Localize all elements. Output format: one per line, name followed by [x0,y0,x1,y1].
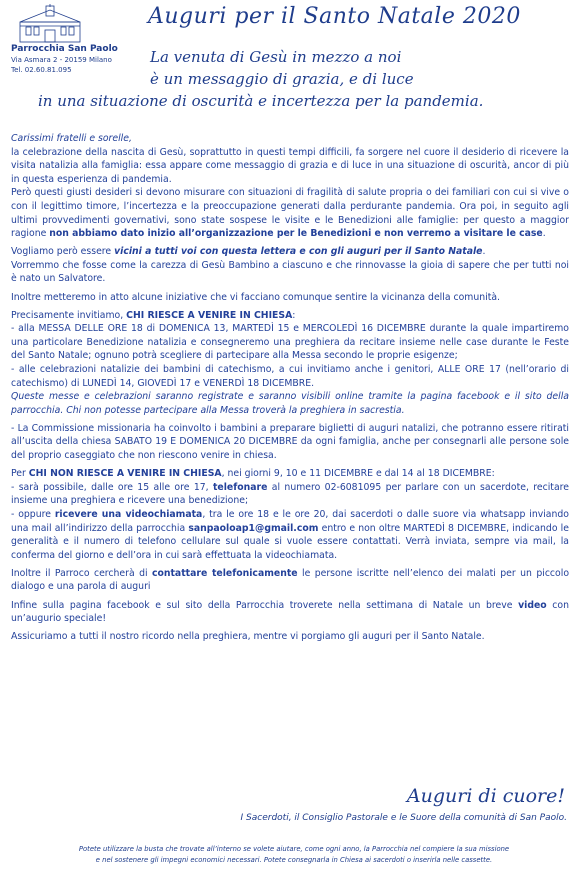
paragraph-intro: la celebrazione della nascita di Gesù, soprattutto in questi tempi difficili, fa sorgere nel cuore il desiderio di ricevere la visita natalizia alla famiglia: essa appare come messaggio di grazia e di luce in una situazione di oscurità, ancor di più in questa esperienza di pandemia. [11,146,569,185]
p8-phone-bold: telefonare [212,481,268,493]
parish-address: Via Asmara 2 - 20159 Milano [11,56,112,64]
p2-bold: non abbiamo dato inizio all’organizzazione per le Benedizioni e non verremo a visitare le case [49,228,543,240]
subtitle-line-2: è un messaggio di grazia, e di luce [150,70,414,88]
letter-body [11,132,569,648]
paragraph-closeness [11,245,569,259]
list-item-video [11,508,569,562]
footnote [16,844,572,866]
subtitle-line-3: in una situazione di oscurità e incertezza per la pandemia. [38,92,484,110]
list-item-phone [11,481,569,508]
p5-text: Precisamente invitiamo, [11,309,127,321]
paragraph-priest-calls [11,567,569,594]
footnote-line-2: e nel sostenere gli impegni economici necessari. Potete consegnarla in Chiesa ai sacerdoti o inserirla nelle cassette. [95,856,493,864]
paragraph-video [11,599,569,626]
p2-end: . [542,228,546,240]
paragraph-online: Queste messe e celebrazioni saranno registrate e saranno visibili online tramite la pagina facebook e il sito della parrocchia. Chi non potesse partecipare alla Messa troverà la preghiera in sacrestia. [11,391,569,416]
p8-video-text: - oppure [11,508,55,520]
p8-bold: CHI NON RIESCE A VENIRE IN CHIESA [28,468,222,480]
p3-end: . [482,246,486,258]
p5-bold: CHI RIESCE A VENIRE IN CHIESA [126,309,293,321]
church-logo [14,4,86,44]
email-address: sanpaoloap1@gmail.com [188,522,319,534]
p5-end: : [292,309,296,321]
p10-end: con un’augurio speciale! [11,599,569,625]
p8-video-bold: ricevere una videochiamata [54,508,203,520]
subtitle [30,46,570,112]
p10-text: Infine sulla pagina facebook e sul sito della Parrocchia troverete nella settimana di Natale un breve [11,599,519,611]
p8-video-end: entro e non oltre MARTEDÌ 8 DICEMBRE, indicando le generalità e il numero di telefono cellulare sul quale si vuole essere contattati. Verrà inviata, sempre via mail, la conferma del giorno e dell’ora in cui sarà effettuata la videochiamata. [11,522,569,561]
signature: I Sacerdoti, il Consiglio Pastorale e le Suore della comunità di San Paolo. [240,813,567,823]
p8-video-mid: , tra le ore 18 e le ore 20, dai sacerdoti o dalle suore via whatsapp inviando una mail all’indirizzo della parrocchia [11,508,569,534]
paragraph-suspension [11,186,569,240]
p8-text: Per [11,468,29,480]
p3-text: Vogliamo però essere [11,246,115,258]
p3-bold: vicini a tutti voi con questa lettera e con gli auguri per il Santo Natale [114,246,483,258]
p10-bold: video [518,599,547,611]
parish-phone: Tel. 02.60.81.095 [11,66,72,74]
paragraph-missionary: - La Commissione missionaria ha coinvolto i bambini a preparare biglietti di auguri natalizi, che potranno essere ritirati all’uscita della chiesa SABATO 19 E DOMENICA 20 DICEMBRE da ogni famiglia, anche per consegnarli alle persone sole del proprio caseggiato che non riescono venire in chiesa. [11,422,569,462]
greeting: Carissimi fratelli e sorelle, [11,133,132,144]
p9-bold: contattare telefonicamente [151,567,298,579]
list-item-mass: - alla MESSA DELLE ORE 18 di DOMENICA 13, MARTEDÌ 15 e MERCOLEDÌ 16 DICEMBRE durante la quale impartiremo una particolare Benedizione natalizia e consegneremo una preghiera da recitare insieme nelle case durante le Feste del Santo Natale; ognuno potrà scegliere di partecipare alla Messa secondo le proprie esigenze; [11,323,569,362]
page-title: Auguri per il Santo Natale 2020 [148,4,521,29]
p9-text: Inoltre il Parroco cercherà di [11,567,152,579]
subtitle-line-1: La venuta di Gesù in mezzo a noi [150,48,402,66]
paragraph-initiatives: Inoltre metteremo in atto alcune iniziative che vi facciano comunque sentire la vicinanza della comunità. [11,291,501,303]
p2-text: Però questi giusti desideri si devono misurare con situazioni di fragilità di salute propria o dei familiari con cui si vive o con il legittimo timore, l’incertezza e la preoccupazione generati dalla perdurante pandemia. Ora poi, in seguito agli ultimi provvedimenti governativi, sono state sospese le visite e le Benedizioni alle famiglie: per questo a maggior ragione [11,187,569,240]
parish-name: Parrocchia San Paolo [11,44,118,54]
p8-phone-end: al numero 02-6081095 per parlare con un sacerdote, recitare insieme una preghiera e ricevere una benedizione; [11,481,569,507]
footnote-line-1: Potete utilizzare la busta che trovate all’interno se volete aiutare, come ogni anno, la Parrocchia nel compiere la sua missione [78,845,510,853]
paragraph-remote [11,467,569,481]
list-item-catechism: - alle celebrazioni natalizie dei bambini di catechismo, a cui invitiamo anche i genitori, ALLE ORE 17 (nell’orario di catechismo) di LUNEDÌ 14, GIOVEDÌ 17 e VENERDÌ 18 DICEMBRE. [11,364,569,389]
paragraph-wish: Vorremmo che fosse come la carezza di Gesù Bambino a ciascuno e che rinnovasse la gioia di sapere che per tutti noi è nato un Salvatore. [11,259,569,285]
p8-end: , nei giorni 9, 10 e 11 DICEMBRE e dal 14 al 18 DICEMBRE: [221,468,495,480]
paragraph-invite [11,309,569,323]
p9-end: le persone iscritte nell’elenco dei malati per un piccolo dialogo e una parola di auguri [11,567,570,593]
paragraph-prayer: Assicuriamo a tutti il nostro ricordo nella preghiera, mentre vi porgiamo gli auguri per il Santo Natale. [11,631,485,643]
p8-phone-text: - sarà possibile, dalle ore 15 alle ore 17, [11,481,213,493]
closing-wish: Auguri di cuore! [406,785,565,807]
